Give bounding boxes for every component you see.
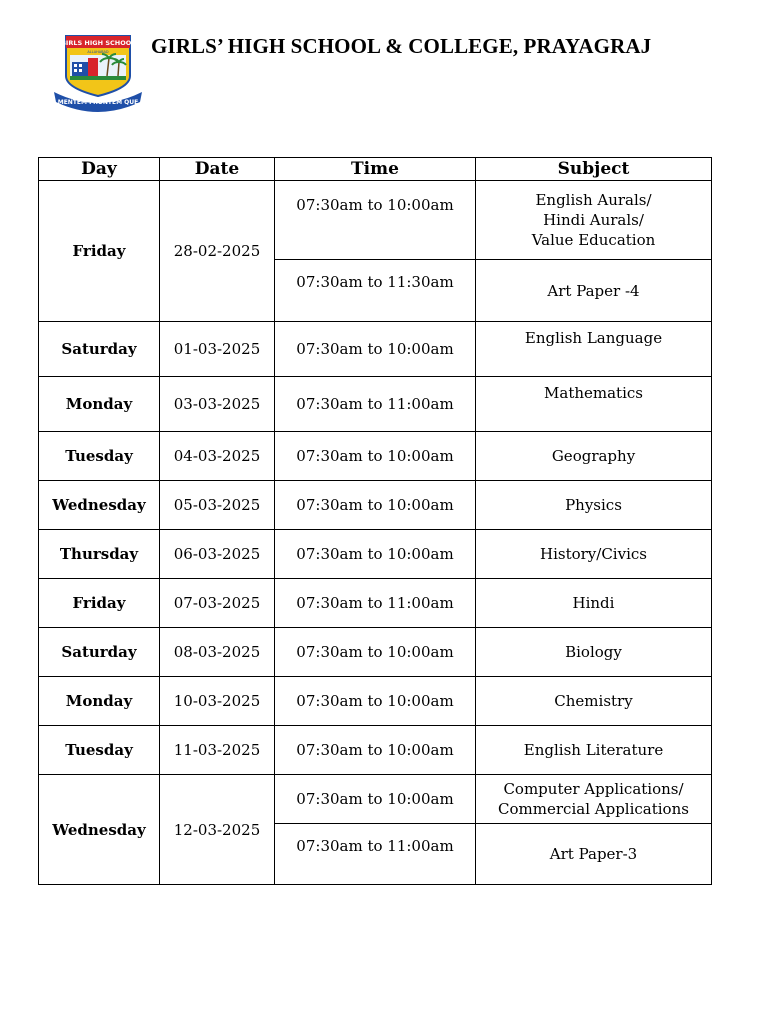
logo-motto: MENTEM FRONTEM QUE — [57, 99, 139, 106]
date-cell: 05-03-2025 — [160, 481, 275, 530]
subject-cell: English Language — [476, 322, 712, 377]
date-cell: 03-03-2025 — [160, 377, 275, 432]
day-cell: Monday — [39, 677, 160, 726]
subject-cell: Mathematics — [476, 377, 712, 432]
table-row — [39, 377, 712, 432]
logo-top-text: GIRLS HIGH SCHOOL — [60, 39, 136, 47]
time-cell: 07:30am to 11:00am — [275, 377, 476, 432]
subject-cell: Physics — [476, 481, 712, 530]
table-row — [39, 432, 712, 481]
header-date: Date — [160, 158, 275, 181]
table-row — [39, 579, 712, 628]
table-row — [39, 530, 712, 579]
table-row — [39, 481, 712, 530]
subject-line: Commercial Applications — [498, 800, 689, 818]
subject-cell: Art Paper-3 — [476, 824, 712, 885]
time-cell: 07:30am to 10:00am — [275, 726, 476, 775]
table-row — [39, 181, 712, 260]
date-cell: 10-03-2025 — [160, 677, 275, 726]
date-cell: 04-03-2025 — [160, 432, 275, 481]
time-cell: 07:30am to 10:00am — [275, 181, 476, 260]
time-cell: 07:30am to 10:00am — [275, 775, 476, 824]
time-cell: 07:30am to 10:00am — [275, 628, 476, 677]
header-subject: Subject — [476, 158, 712, 181]
subject-cell: Geography — [476, 432, 712, 481]
day-cell: Tuesday — [39, 432, 160, 481]
subject-cell: Chemistry — [476, 677, 712, 726]
day-cell: Friday — [39, 579, 160, 628]
subject-line: Computer Applications/ — [503, 780, 684, 798]
time-cell: 07:30am to 11:00am — [275, 824, 476, 885]
day-cell: Friday — [39, 181, 160, 322]
time-cell: 07:30am to 10:00am — [275, 677, 476, 726]
day-cell: Tuesday — [39, 726, 160, 775]
table-row — [39, 628, 712, 677]
day-cell: Thursday — [39, 530, 160, 579]
date-cell: 28-02-2025 — [160, 181, 275, 322]
day-cell: Wednesday — [39, 481, 160, 530]
subject-cell: Art Paper -4 — [476, 260, 712, 322]
time-cell: 07:30am to 10:00am — [275, 530, 476, 579]
date-cell: 08-03-2025 — [160, 628, 275, 677]
day-cell: Wednesday — [39, 775, 160, 885]
time-cell: 07:30am to 10:00am — [275, 322, 476, 377]
time-cell: 07:30am to 11:30am — [275, 260, 476, 322]
date-cell: 01-03-2025 — [160, 322, 275, 377]
subject-line: English Aurals/ — [535, 191, 652, 209]
table-row — [39, 322, 712, 377]
day-cell: Saturday — [39, 322, 160, 377]
date-cell: 06-03-2025 — [160, 530, 275, 579]
subject-cell — [476, 181, 712, 260]
table-row — [39, 726, 712, 775]
subject-line: Hindi Aurals/ — [543, 211, 644, 229]
school-title: GIRLS’ HIGH SCHOOL & COLLEGE, PRAYAGRAJ — [151, 34, 652, 58]
date-cell: 07-03-2025 — [160, 579, 275, 628]
date-cell: 12-03-2025 — [160, 775, 275, 885]
day-cell: Monday — [39, 377, 160, 432]
header-time: Time — [275, 158, 476, 181]
date-cell: 11-03-2025 — [160, 726, 275, 775]
time-cell: 07:30am to 10:00am — [275, 432, 476, 481]
exam-schedule-table — [38, 157, 712, 885]
subject-cell — [476, 775, 712, 824]
day-cell: Saturday — [39, 628, 160, 677]
subject-cell: English Literature — [476, 726, 712, 775]
subject-cell: History/Civics — [476, 530, 712, 579]
logo-sub-text: ALLAHABAD — [87, 50, 109, 54]
table-row — [39, 677, 712, 726]
subject-cell: Hindi — [476, 579, 712, 628]
school-logo — [52, 32, 144, 112]
subject-cell: Biology — [476, 628, 712, 677]
header-day: Day — [39, 158, 160, 181]
time-cell: 07:30am to 11:00am — [275, 579, 476, 628]
subject-line: Value Education — [531, 231, 656, 249]
table-row — [39, 775, 712, 824]
time-cell: 07:30am to 10:00am — [275, 481, 476, 530]
table-header-row — [39, 158, 712, 181]
